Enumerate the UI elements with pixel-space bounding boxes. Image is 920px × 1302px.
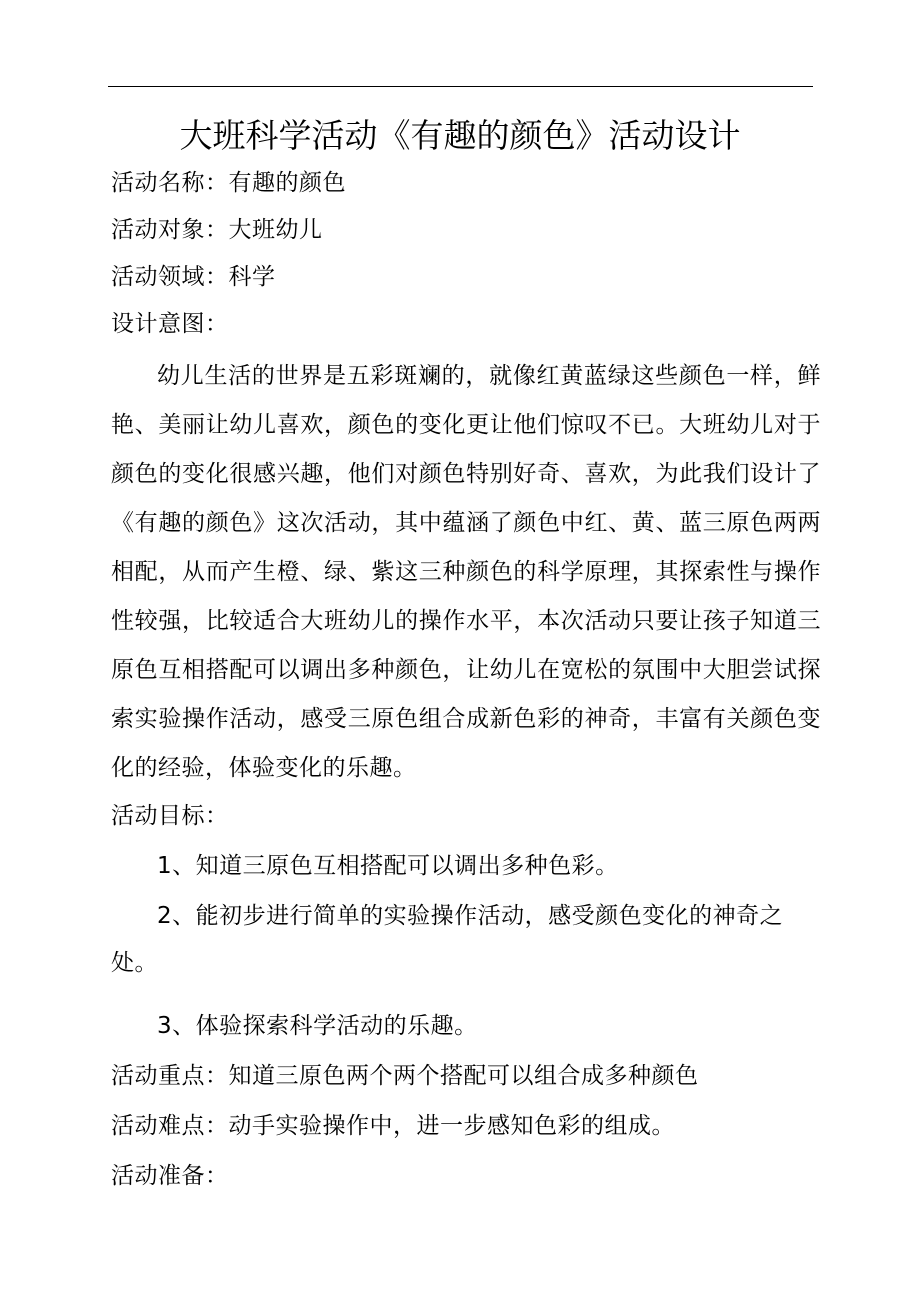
goal-item: 2、能初步进行简单的实验操作活动，感受颜色变化的神奇之处。 [111, 903, 784, 976]
difficulty: 活动难点：动手实验操作中，进一步感知色彩的组成。 [111, 1113, 675, 1139]
key-point: 活动重点：知道三原色两个两个搭配可以组合成多种颜色 [111, 1063, 699, 1089]
goals-heading: 活动目标： [111, 803, 229, 829]
activity-target: 活动对象：大班幼儿 [111, 217, 323, 243]
document-title: 大班科学活动《有趣的颜色》活动设计 [179, 116, 741, 155]
goal-item: 3、体验探索科学活动的乐趣。 [157, 1013, 478, 1039]
header-rule [108, 86, 813, 87]
goal-item: 1、知道三原色互相搭配可以调出多种色彩。 [157, 853, 619, 879]
preparation-heading: 活动准备： [111, 1163, 229, 1189]
design-intent-heading: 设计意图： [111, 311, 229, 337]
design-intent-paragraph: 幼儿生活的世界是五彩斑斓的，就像红黄蓝绿这些颜色一样，鲜艳、美丽让幼儿喜欢，颜色的变化更让他们惊叹不已。大班幼儿对于颜色的变化很感兴趣，他们对颜色特别好奇、喜欢，为此我们设计了《有趣的颜色》这次活动，其中蕴涵了颜色中红、黄、蓝三原色两两相配，从而产生橙、绿、紫这三种颜色的科学原理，其探索性与操作性较强，比较适合大班幼儿的操作水平，本次活动只要让孩子知道三原色互相搭配可以调出多种颜色，让幼儿在宽松的氛围中大胆尝试探索实验操作活动，感受三原色组合成新色彩的神奇，丰富有关颜色变化的经验，体验变化的乐趣。 [111, 363, 821, 781]
activity-name: 活动名称：有趣的颜色 [111, 170, 346, 196]
document-body [111, 160, 821, 1200]
activity-domain: 活动领域：科学 [111, 264, 276, 290]
